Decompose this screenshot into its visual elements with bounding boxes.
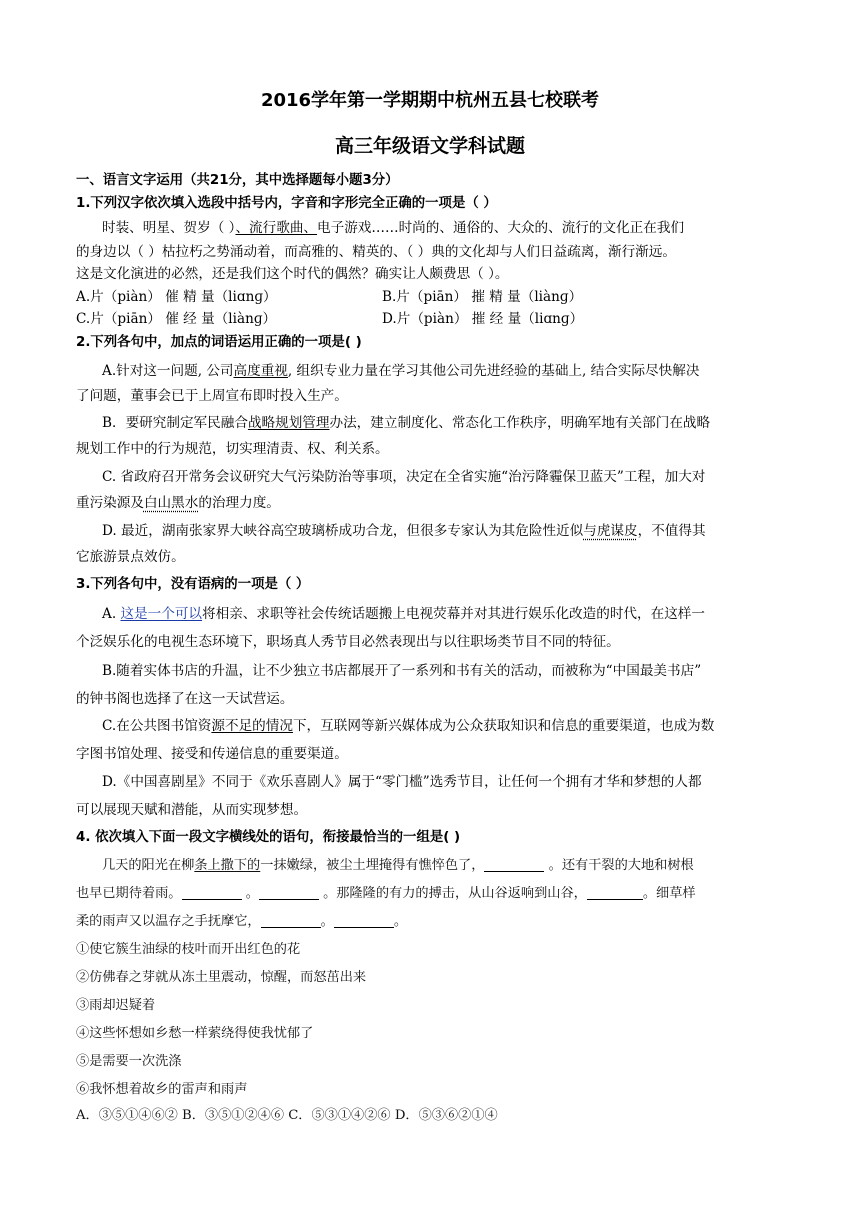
q2-text: , 组织专业力量在学习其他公司先进经验的基础上, 结合实际尽快解决: [287, 363, 700, 379]
q3-text: 将相亲、求职等社会传统话题搬上电视荧幕并对其进行娱乐化改造的时代，在这样一: [202, 606, 705, 622]
q2-text: 办法，建立制度化、常态化工作秩序，明确军地有关部门在战略: [329, 415, 711, 431]
q3-option-a-line1: [102, 604, 788, 624]
q3-option-d-line2: 可以展现天赋和潜能，从而实现梦想。: [76, 802, 308, 818]
q3-option-b-line1: B.随着实体书店的升温，让不少独立书店都展开了一系列和书有关的活动，而被称为“中国最美书店”: [102, 663, 702, 679]
q4-text: 一抹嫩绿，被尘土埋掩得有憔悴色了，: [260, 858, 485, 873]
q1-text: 时装、明星、贺岁（ ）: [102, 220, 236, 236]
q4-text: 也早已期待着雨。: [76, 886, 182, 901]
q1-options-row1: [76, 287, 788, 307]
q1-underlined: 、流行歌曲、: [235, 220, 318, 236]
q4-underlined: 条上撒下的: [194, 858, 261, 873]
q3-option-c-line1: [102, 716, 788, 736]
q4-passage-line3: [76, 912, 788, 932]
q3-stem: 3.下列各句中，没有语病的一项是（ ）: [76, 577, 310, 592]
q1-option-b: B.片（piān） 摧 精 量（liànɡ）: [382, 289, 583, 305]
q2-option-b-line1: [102, 413, 788, 433]
fill-blank: [587, 885, 643, 900]
q1-stem: 1.下列汉字依次填入选段中括号内，字音和字形完全正确的一项是（ ）: [76, 196, 497, 211]
q4-text: 。: [241, 886, 259, 901]
q4-text: 。那隆隆的有力的搏击，从山谷返响到山谷，: [318, 886, 587, 901]
q2-text: B．要研究制定军民融合: [102, 415, 248, 431]
q2-underlined: 高度重视: [233, 363, 288, 379]
q2-text: 的治理力度。: [198, 495, 280, 511]
q3-option-d-line1: D.《中国喜剧星》不同于《欢乐喜剧人》属于“零门槛”选秀节目，让任何一个拥有才华和梦想的人都: [102, 774, 702, 790]
q4-text: 。: [393, 914, 407, 929]
q3-text: 下，互联网等新兴媒体成为公众获取知识和信息的重要渠道，也成为数: [292, 718, 715, 734]
q2-option-b-line2: 规划工作中的行为规范，切实理清责、权、利关系。: [76, 441, 389, 457]
q4-item: ⑥我怀想着故乡的雷声和雨声: [76, 1082, 248, 1097]
q3-option-b-line2: 的钟书阁也选择了在这一天试营运。: [76, 691, 294, 707]
q1-text: 电子游戏……时尚的、通俗的、大众的、流行的文化正在我们: [317, 220, 685, 236]
fill-blank: [259, 885, 319, 900]
q1-option-a: A.片（piàn） 催 精 量（liɑnɡ）: [76, 289, 277, 305]
q3-link-text[interactable]: 这是一个可以: [120, 606, 203, 622]
q3-option-a-line2: 个泛娱乐化的电视生态环境下，职场真人秀节目必然表现出与以往职场类节目不同的特征。: [76, 634, 620, 650]
q2-option-c-line1: C. 省政府召开常务会议研究大气污染防治等事项，决定在全省实施“治污降霾保卫蓝天”工程，加大对: [102, 469, 706, 485]
q2-stem: 2.下列各句中，加点的词语运用正确的一项是( ): [76, 335, 362, 350]
q4-item: ④这些怀想如乡愁一样萦绕得使我忧郁了: [76, 1026, 314, 1041]
q4-item: ①使它簇生油绿的枝叶而开出红色的花: [76, 942, 301, 957]
exam-title: 2016学年第一学期期中杭州五县七校联考: [260, 90, 600, 111]
q2-text: A.针对这一问题, 公司: [102, 363, 234, 379]
q2-option-d-line2: 它旅游景点效仿。: [76, 549, 185, 565]
exam-subtitle: 高三年级语文学科试题: [334, 135, 525, 157]
q2-option-c-line2: [76, 493, 788, 513]
fill-blank: [484, 857, 544, 872]
q4-text: 。还有干裂的大地和树根: [544, 858, 694, 873]
q4-item: ②仿佛春之芽就从冻土里震动，惊醒，而怒茁出来: [76, 970, 367, 985]
q2-option-a-line2: 了问题，董事会已于上周宣布即时投入生产。: [76, 388, 348, 404]
q4-stem: 4. 依次填入下面一段文字横线处的语句，衔接最恰当的一组是( ): [76, 830, 461, 845]
q4-answer-options: A．③⑤①④⑥② B．③⑤①②④⑥ C．⑤③①④②⑥ D．⑤③⑥②①④: [76, 1108, 498, 1123]
q2-underlined: 战略规划管理: [247, 415, 330, 431]
q1-option-d: D.片（piàn） 摧 经 量（liɑnɡ）: [382, 311, 584, 327]
fill-blank: [261, 913, 321, 928]
q3-option-c-line2: 字图书馆处理、接受和传递信息的重要渠道。: [76, 746, 348, 762]
q4-item: ⑤是需要一次洗涤: [76, 1054, 182, 1069]
q4-text: 柔的雨声又以温存之手抚摩它，: [76, 914, 261, 929]
q2-dotted: 白山黑水: [143, 495, 199, 511]
fill-blank: [334, 913, 394, 928]
q2-dotted: 与虎谋皮: [583, 523, 638, 539]
fill-blank: [182, 885, 242, 900]
q2-text: 重污染源及: [76, 495, 144, 511]
q3-underlined: 源不足的情况: [211, 718, 293, 734]
q1-options-row2: [76, 309, 788, 329]
q4-passage-line2: [76, 884, 788, 904]
q4-text: 。: [320, 914, 334, 929]
q2-option-a-line1: [102, 361, 788, 381]
q2-text: ，不值得其: [637, 523, 706, 539]
q1-passage-line3: 这是文化演进的必然，还是我们这个时代的偶然？确实让人颇费思（ ）。: [76, 266, 509, 282]
q2-option-d-line1: [102, 521, 788, 541]
q1-passage-line1: [102, 218, 788, 238]
q4-passage-line1: [102, 856, 788, 876]
q2-text: D. 最近，湖南张家界大峡谷高空玻璃桥成功合龙，但很多专家认为其危险性近似: [102, 523, 584, 539]
section-heading: 一、语言文字运用（共21分，其中选择题每小题3分）: [76, 173, 399, 188]
q3-text: C.在公共图书馆资: [102, 718, 212, 734]
q3-text: A.: [102, 606, 121, 622]
q1-passage-line2: 的身边以（ ）枯拉朽之势涌动着，而高雅的、精英的、（ ）典的文化却与人们日益疏离，渐行渐远。: [76, 244, 676, 260]
q4-text: 几天的阳光在柳: [102, 858, 195, 873]
q1-option-c: C.片（piān） 催 经 量（liànɡ）: [76, 311, 277, 327]
q4-item: ③雨却迟疑着: [76, 998, 156, 1013]
q4-text: 。细草样: [642, 886, 696, 901]
